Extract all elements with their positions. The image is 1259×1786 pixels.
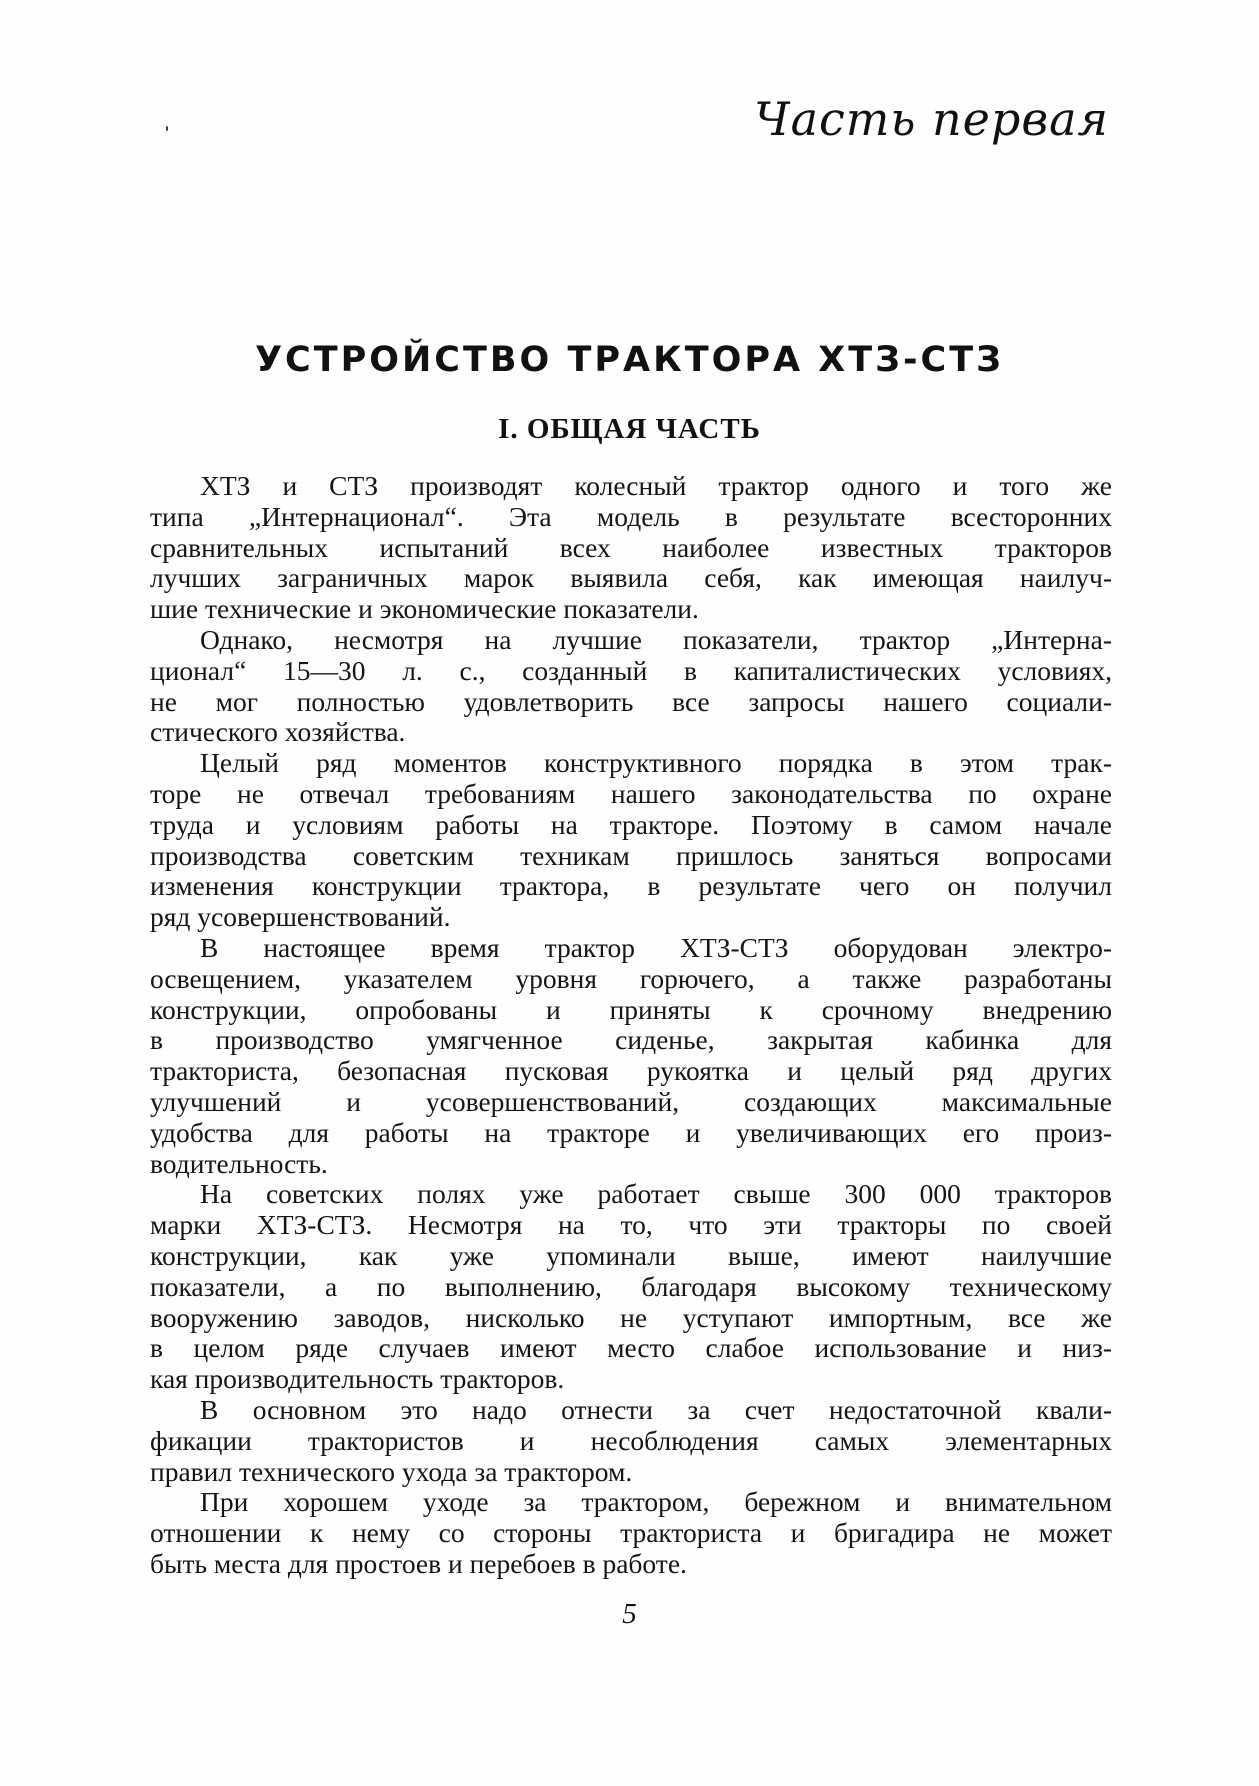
text-line: шие технические и экономические показатели.	[150, 594, 699, 625]
text-line: Целый ряд моментов конструктивного порядка в этом трак-	[200, 748, 1112, 779]
body-text	[150, 471, 1112, 1580]
page-number: 5	[622, 1598, 637, 1630]
text-line: отношении к нему со стороны тракториста и бригадира не может	[150, 1518, 1112, 1549]
paragraph	[150, 625, 1112, 748]
text-line: освещением, указателем уровня горючего, а также разработаны	[150, 963, 1112, 994]
text-line: типа „Интернационал“. Эта модель в результате всесторонних	[150, 501, 1112, 532]
text-line: сравнительных испытаний всех наиболее известных тракторов	[150, 532, 1112, 563]
text-line: лучших заграничных марок выявила себя, как имеющая наилуч-	[150, 563, 1112, 594]
text-line: показатели, а по выполнению, благодаря высокому техническому	[150, 1271, 1112, 1302]
section-title: I. ОБЩАЯ ЧАСТЬ	[498, 413, 761, 445]
text-line: труда и условиям работы на тракторе. Поэтому в самом начале	[150, 809, 1112, 840]
text-line: На советских полях уже работает свыше 300 000 тракторов	[200, 1179, 1112, 1210]
text-line: не мог полностью удовлетворить все запросы нашего социали-	[150, 686, 1112, 717]
paragraph	[150, 1487, 1112, 1579]
text-line: фикации трактористов и несоблюдения самых элементарных	[150, 1425, 1112, 1456]
part-title: Часть первая	[754, 92, 1109, 146]
text-line: марки ХТЗ-СТЗ. Несмотря на то, что эти тракторы по своей	[150, 1210, 1112, 1241]
text-line: торе не отвечал требованиям нашего законодательства по охране	[150, 778, 1112, 809]
text-line: При хорошем уходе за трактором, бережном и внимательном	[200, 1487, 1112, 1518]
text-line: вооружению заводов, нисколько не уступают импортным, все же	[150, 1302, 1112, 1333]
text-line: ционал“ 15—30 л. с., созданный в капиталистических условиях,	[150, 655, 1112, 686]
text-line: правил технического ухода за трактором.	[150, 1456, 633, 1487]
paragraph	[150, 1395, 1112, 1487]
text-line: тракториста, безопасная пусковая рукоятка и целый ряд других	[150, 1056, 1112, 1087]
text-line: стического хозяйства.	[150, 717, 406, 748]
paragraph	[150, 933, 1112, 1179]
text-line: ряд усовершенствований.	[150, 902, 451, 933]
text-line: водительность.	[150, 1148, 328, 1179]
text-line: конструкции, как уже упоминали выше, имеют наилучшие	[150, 1240, 1112, 1271]
text-line: конструкции, опробованы и приняты к срочному внедрению	[150, 994, 1112, 1025]
scan-speck	[166, 126, 168, 131]
chapter-title: УСТРОЙСТВО ТРАКТОРА ХТЗ-СТЗ	[255, 340, 1004, 380]
text-line: ХТЗ и СТЗ производят колесный трактор одного и того же	[200, 471, 1112, 501]
text-line: улучшений и усовершенствований, создающих максимальные	[150, 1086, 1112, 1117]
paragraph	[150, 748, 1112, 933]
text-line: удобства для работы на тракторе и увеличивающих его произ-	[150, 1117, 1112, 1148]
text-line: В настоящее время трактор ХТЗ-СТЗ оборудован электро-	[200, 932, 1112, 963]
paragraph	[150, 471, 1112, 625]
paragraph	[150, 1179, 1112, 1395]
text-line: в производство умягченное сиденье, закрытая кабинка для	[150, 1025, 1112, 1056]
text-line: производства советским техникам пришлось заняться вопросами	[150, 840, 1112, 871]
text-line: быть места для простоев и перебоев в работе.	[150, 1548, 687, 1579]
text-line: изменения конструкции трактора, в результате чего он получил	[150, 871, 1112, 902]
text-line: Однако, несмотря на лучшие показатели, трактор „Интерна-	[200, 624, 1112, 655]
text-line: в целом ряде случаев имеют место слабое использование и низ-	[150, 1333, 1112, 1364]
text-line: кая производительность тракторов.	[150, 1364, 565, 1395]
text-line: В основном это надо отнести за счет недостаточной квали-	[200, 1394, 1112, 1425]
